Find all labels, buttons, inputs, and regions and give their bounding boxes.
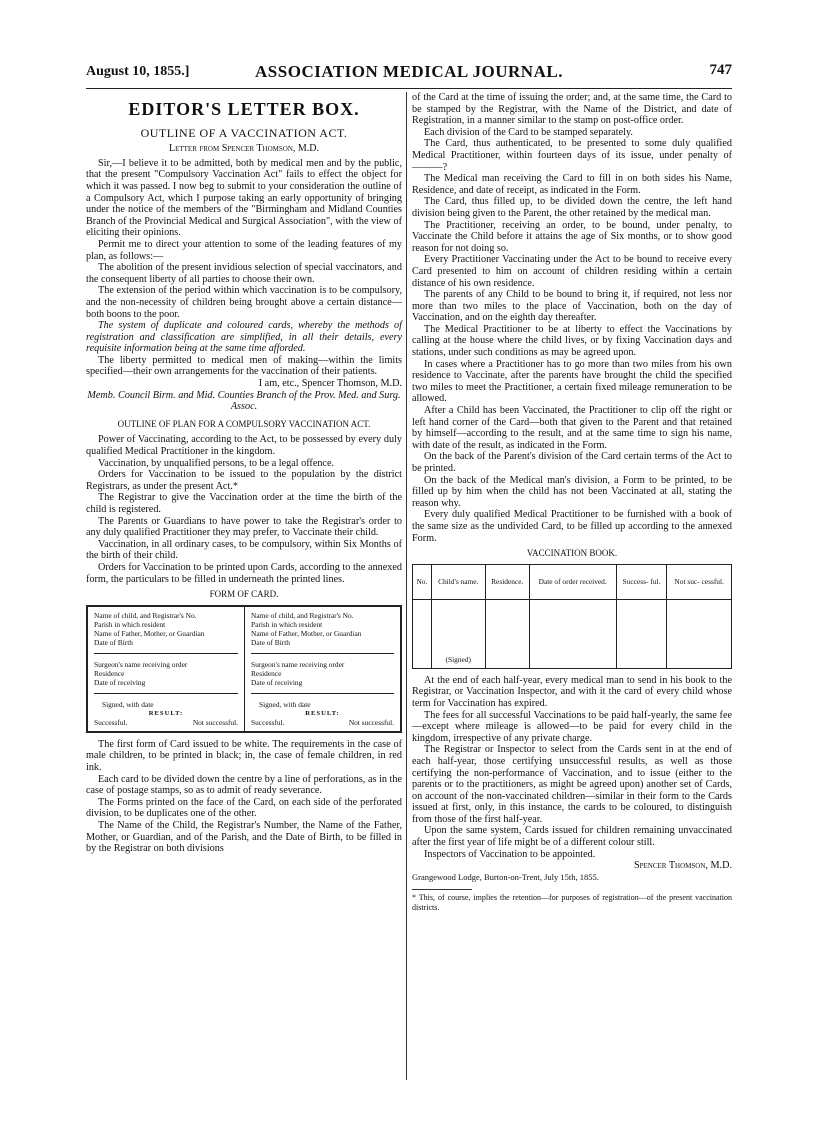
card-not-successful: Not successful.	[192, 717, 238, 727]
paragraph: Every Practitioner Vaccinating under the Act to be bound to receive every Card presented to him on account of children residing within a certain distance of his own residence.	[412, 254, 732, 289]
card-top-row	[88, 607, 400, 731]
journal-title: ASSOCIATION MEDICAL JOURNAL.	[255, 62, 563, 81]
paragraph: After a Child has been Vaccinated, the Practitioner to clip off the right or left hand corner of the Card—both that given to the Parent and that retained by himself—according to the result, and at the same time to sign his name, with date of the result, as indicated in the Form.	[412, 405, 732, 451]
card-field: Signed, with date	[259, 699, 311, 709]
paragraph: The Medical man receiving the Card to fill in on both sides his Name, Residence, and date of receipt, as indicated in the Form.	[412, 173, 732, 196]
card-left-half	[88, 607, 244, 731]
card-result-label: RESULT:	[148, 709, 184, 717]
paragraph: The Name of the Child, the Registrar's Number, the Name of the Father, Mother, or Guardian, and of the Parish, and the Date of Birth, to be filled in by the Registrar on both divisions	[86, 819, 402, 855]
left-column	[86, 92, 402, 855]
paragraph: On the back of the Parent's division of the Card certain terms of the Act to be printed.	[412, 451, 732, 474]
paragraph: The Registrar to give the Vaccination order at the time the birth of the child is registered.	[86, 492, 402, 515]
section-title: EDITOR'S LETTER BOX.	[128, 99, 360, 119]
paragraph: The Practitioner, receiving an order, to be bound, under penalty, to Vaccinate the Child before it attains the age of Six months, or to show good reason for not doing so.	[412, 219, 732, 254]
paragraph: of the Card at the time of issuing the order; and, at the same time, the Card to be stamped by the Registrar, with the Name of the District, and date of Registration, in a manner similar to the stamp on post-office order.	[412, 92, 732, 127]
paragraph: At the end of each half-year, every medical man to send in his book to the Registrar, or Vaccination Inspector, and with it the card of every child whose term for Vaccination has expired.	[412, 674, 732, 709]
card-field: Name of Father, Mother, or Guardian	[251, 628, 362, 638]
paragraph: The Forms printed on the face of the Card, on each side of the perforated division, to be duplicates one of the other.	[86, 796, 402, 820]
place-date: Grangewood Lodge, Burton-on-Trent, July 15th, 1855.	[412, 871, 599, 882]
paragraph: The Card, thus filled up, to be divided down the centre, the left hand division being given to the Parent, the other retained by the medical man.	[412, 196, 732, 219]
paragraph: Orders for Vaccination to be issued to the population by the district Registrars, as under the present Act.*	[86, 469, 402, 492]
footnote: * This, of course, implies the retention—for purposes of registration—of the present vaccination districts.	[412, 893, 732, 912]
table-header: Child's name.	[431, 564, 485, 599]
byline: Letter from Spencer Thomson, M.D.	[168, 143, 319, 155]
card-field: Name of Father, Mother, or Guardian	[94, 628, 205, 638]
card-field: Date of receiving	[94, 677, 146, 687]
book-title: VACCINATION BOOK.	[526, 548, 618, 559]
paragraph: Each card to be divided down the centre by a line of perforations, as in the case of postage stamps, so as to admit of ready severance.	[86, 773, 402, 797]
column-divider	[406, 92, 407, 1080]
card-field: Residence	[94, 668, 125, 678]
card-successful: Successful.	[94, 717, 128, 727]
paragraph: The extension of the period within which vaccination is to be compulsory, and the non-necessity of children being brought above a certain distance—both boons to the poor.	[86, 285, 402, 320]
card-field: Name of child, and Registrar's No.	[94, 610, 197, 620]
membership: Memb. Council Birm. and Mid. Counties Branch of the Prov. Med. and Surg. Assoc.	[87, 389, 401, 413]
paragraph: Sir,—I believe it to be admitted, both by medical men and by the public, that the present "Compulsory Vaccination Act" fails to effect the object for which it was passed. I now beg to submit to your consideration the outline of a Compulsory Act, which I purpose taking an early opportunity of bringing under the notice of the members of the "Birmingham and Midland Counties Branch of the Provincial Medical and Surgical Association", with the view of eliciting their opinions.	[86, 157, 402, 239]
issue-date: August 10, 1855.]	[86, 64, 190, 79]
card-field: Name of child, and Registrar's No.	[251, 610, 354, 620]
paragraph: The first form of Card issued to be white. The requirements in the case of male children, to be printed in black; in, the case of female children, in red ink.	[86, 738, 402, 773]
paragraph: The Card, thus authenticated, to be presented to some duly qualified Medical Practitioner, within fourteen days of its issue, under penalty of ———?	[412, 138, 732, 173]
article-title: OUTLINE OF A VACCINATION ACT.	[140, 125, 348, 140]
card-not-successful: Not successful.	[348, 717, 394, 727]
paragraph: Vaccination, in all ordinary cases, to be compulsory, within Six Months of the birth of their child.	[86, 538, 402, 562]
table-header-row	[413, 564, 732, 599]
paragraph: Each division of the Card to be stamped separately.	[424, 126, 633, 138]
page-number: 747	[709, 62, 732, 78]
paragraph: Power of Vaccinating, according to the Act, to be possessed by every duly qualified Medical Practitioner in the kingdom.	[86, 434, 402, 458]
paragraph: On the back of the Medical man's division, a Form to be printed, to be filled up by him when the child has not been Vaccinated at all, stating the reason why.	[412, 474, 732, 509]
card-form	[86, 605, 402, 733]
header-rule	[86, 88, 732, 89]
book-signed: (Signed)	[431, 599, 485, 668]
card-field: Surgeon's name receiving order	[94, 659, 188, 669]
outline-title: OUTLINE OF PLAN FOR A COMPULSORY VACCINATION ACT.	[117, 418, 371, 429]
paragraph: In cases where a Practitioner has to go more than two miles from his own residence to Vaccinate, after the parents have brought the child the specified two miles to meet the Practitioner, a certain fixed mileage remuneration to be allowed.	[412, 358, 732, 405]
table-header: Date of order received.	[529, 564, 616, 599]
card-field: Surgeon's name receiving order	[251, 659, 345, 669]
card-successful: Successful.	[251, 717, 285, 727]
table-row	[413, 599, 732, 668]
card-field: Date of receiving	[251, 677, 303, 687]
right-column	[412, 92, 732, 912]
page-header	[86, 62, 732, 82]
paragraph: The system of duplicate and coloured cards, whereby the methods of registration and classification are simplified, in all their details, every requisite information being at the same time afforded.	[86, 320, 402, 355]
card-result-label: RESULT:	[305, 709, 340, 717]
paragraph: Inspectors of Vaccination to be appointed.	[424, 848, 596, 860]
paragraph: The liberty permitted to medical men of making—within the limits specified—their own arrangements for the vaccination of their patients.	[86, 354, 402, 378]
table-header: No.	[413, 564, 432, 599]
paragraph: Orders for Vaccination to be printed upon Cards, according to the annexed form, the particulars to be filled in underneath the printed lines.	[86, 561, 402, 585]
signoff: I am, etc., Spencer Thomson, M.D.	[258, 378, 402, 390]
paragraph: The Registrar or Inspector to select from the Cards sent in at the end of each half-year, those certifying unsuccessful results, as well as those certifying the non-performance of Vaccination, and to issue (either to the parents or to the practitioners, as might be agreed upon) another set of Cards, on account of the non-vaccinated children—similar in their form to the Cards issued at first, only, in this instance, the cards to be coloured, to distinguish from those of the first half-year.	[412, 744, 732, 825]
paragraph: Every duly qualified Medical Practitioner to be furnished with a book of the same size as the undivided Card, to be filled up according to the annexed Form.	[412, 509, 732, 544]
paragraph: The parents of any Child to be bound to bring it, if required, not less nor more than two miles to the place of Vaccination, both on the day of Vaccination, and on the eighth day thereafter.	[412, 289, 732, 324]
paragraph: Upon the same system, Cards issued for children remaining unvaccinated after the first year of life might be of a different colour still.	[412, 825, 732, 849]
paragraph: Vaccination, by unqualified persons, to be a legal offence.	[98, 457, 335, 469]
table-header: Not suc- cessful.	[667, 564, 732, 599]
table-header: Residence.	[485, 564, 529, 599]
card-field: Residence	[251, 668, 282, 678]
card-field: Parish in which resident	[94, 619, 166, 629]
card-right-half	[244, 607, 400, 731]
paragraph: The Parents or Guardians to have power to take the Registrar's order to any duly qualified Practitioner they may prefer, to Vaccinate their child.	[86, 515, 402, 539]
signature: Spencer Thomson, M.D.	[633, 860, 732, 872]
paragraph: The fees for all successful Vaccinations to be paid half-yearly, the same fee—except where mileage is allowed—to be paid for every child in the kingdom, irrespective of any private charge.	[412, 709, 732, 744]
paragraph: The Medical Practitioner to be at liberty to effect the Vaccinations by calling at the house where the child lives, or by fixing Vaccination days and stations, under such conditions as may be agreed upon.	[412, 323, 732, 359]
card-field: Date of Birth	[94, 637, 133, 647]
vaccination-book-table	[412, 564, 732, 669]
card-field: Parish in which resident	[251, 619, 323, 629]
form-title: FORM OF CARD.	[209, 589, 279, 600]
table-header: Success- ful.	[616, 564, 667, 599]
paragraph: The abolition of the present invidious selection of special vaccinators, and the consequent liberty of all parties to choose their own.	[86, 262, 402, 285]
card-field: Date of Birth	[251, 637, 290, 647]
card-field: Signed, with date	[102, 699, 154, 709]
paragraph: Permit me to direct your attention to some of the leading features of my plan, as follows:—	[86, 238, 402, 262]
